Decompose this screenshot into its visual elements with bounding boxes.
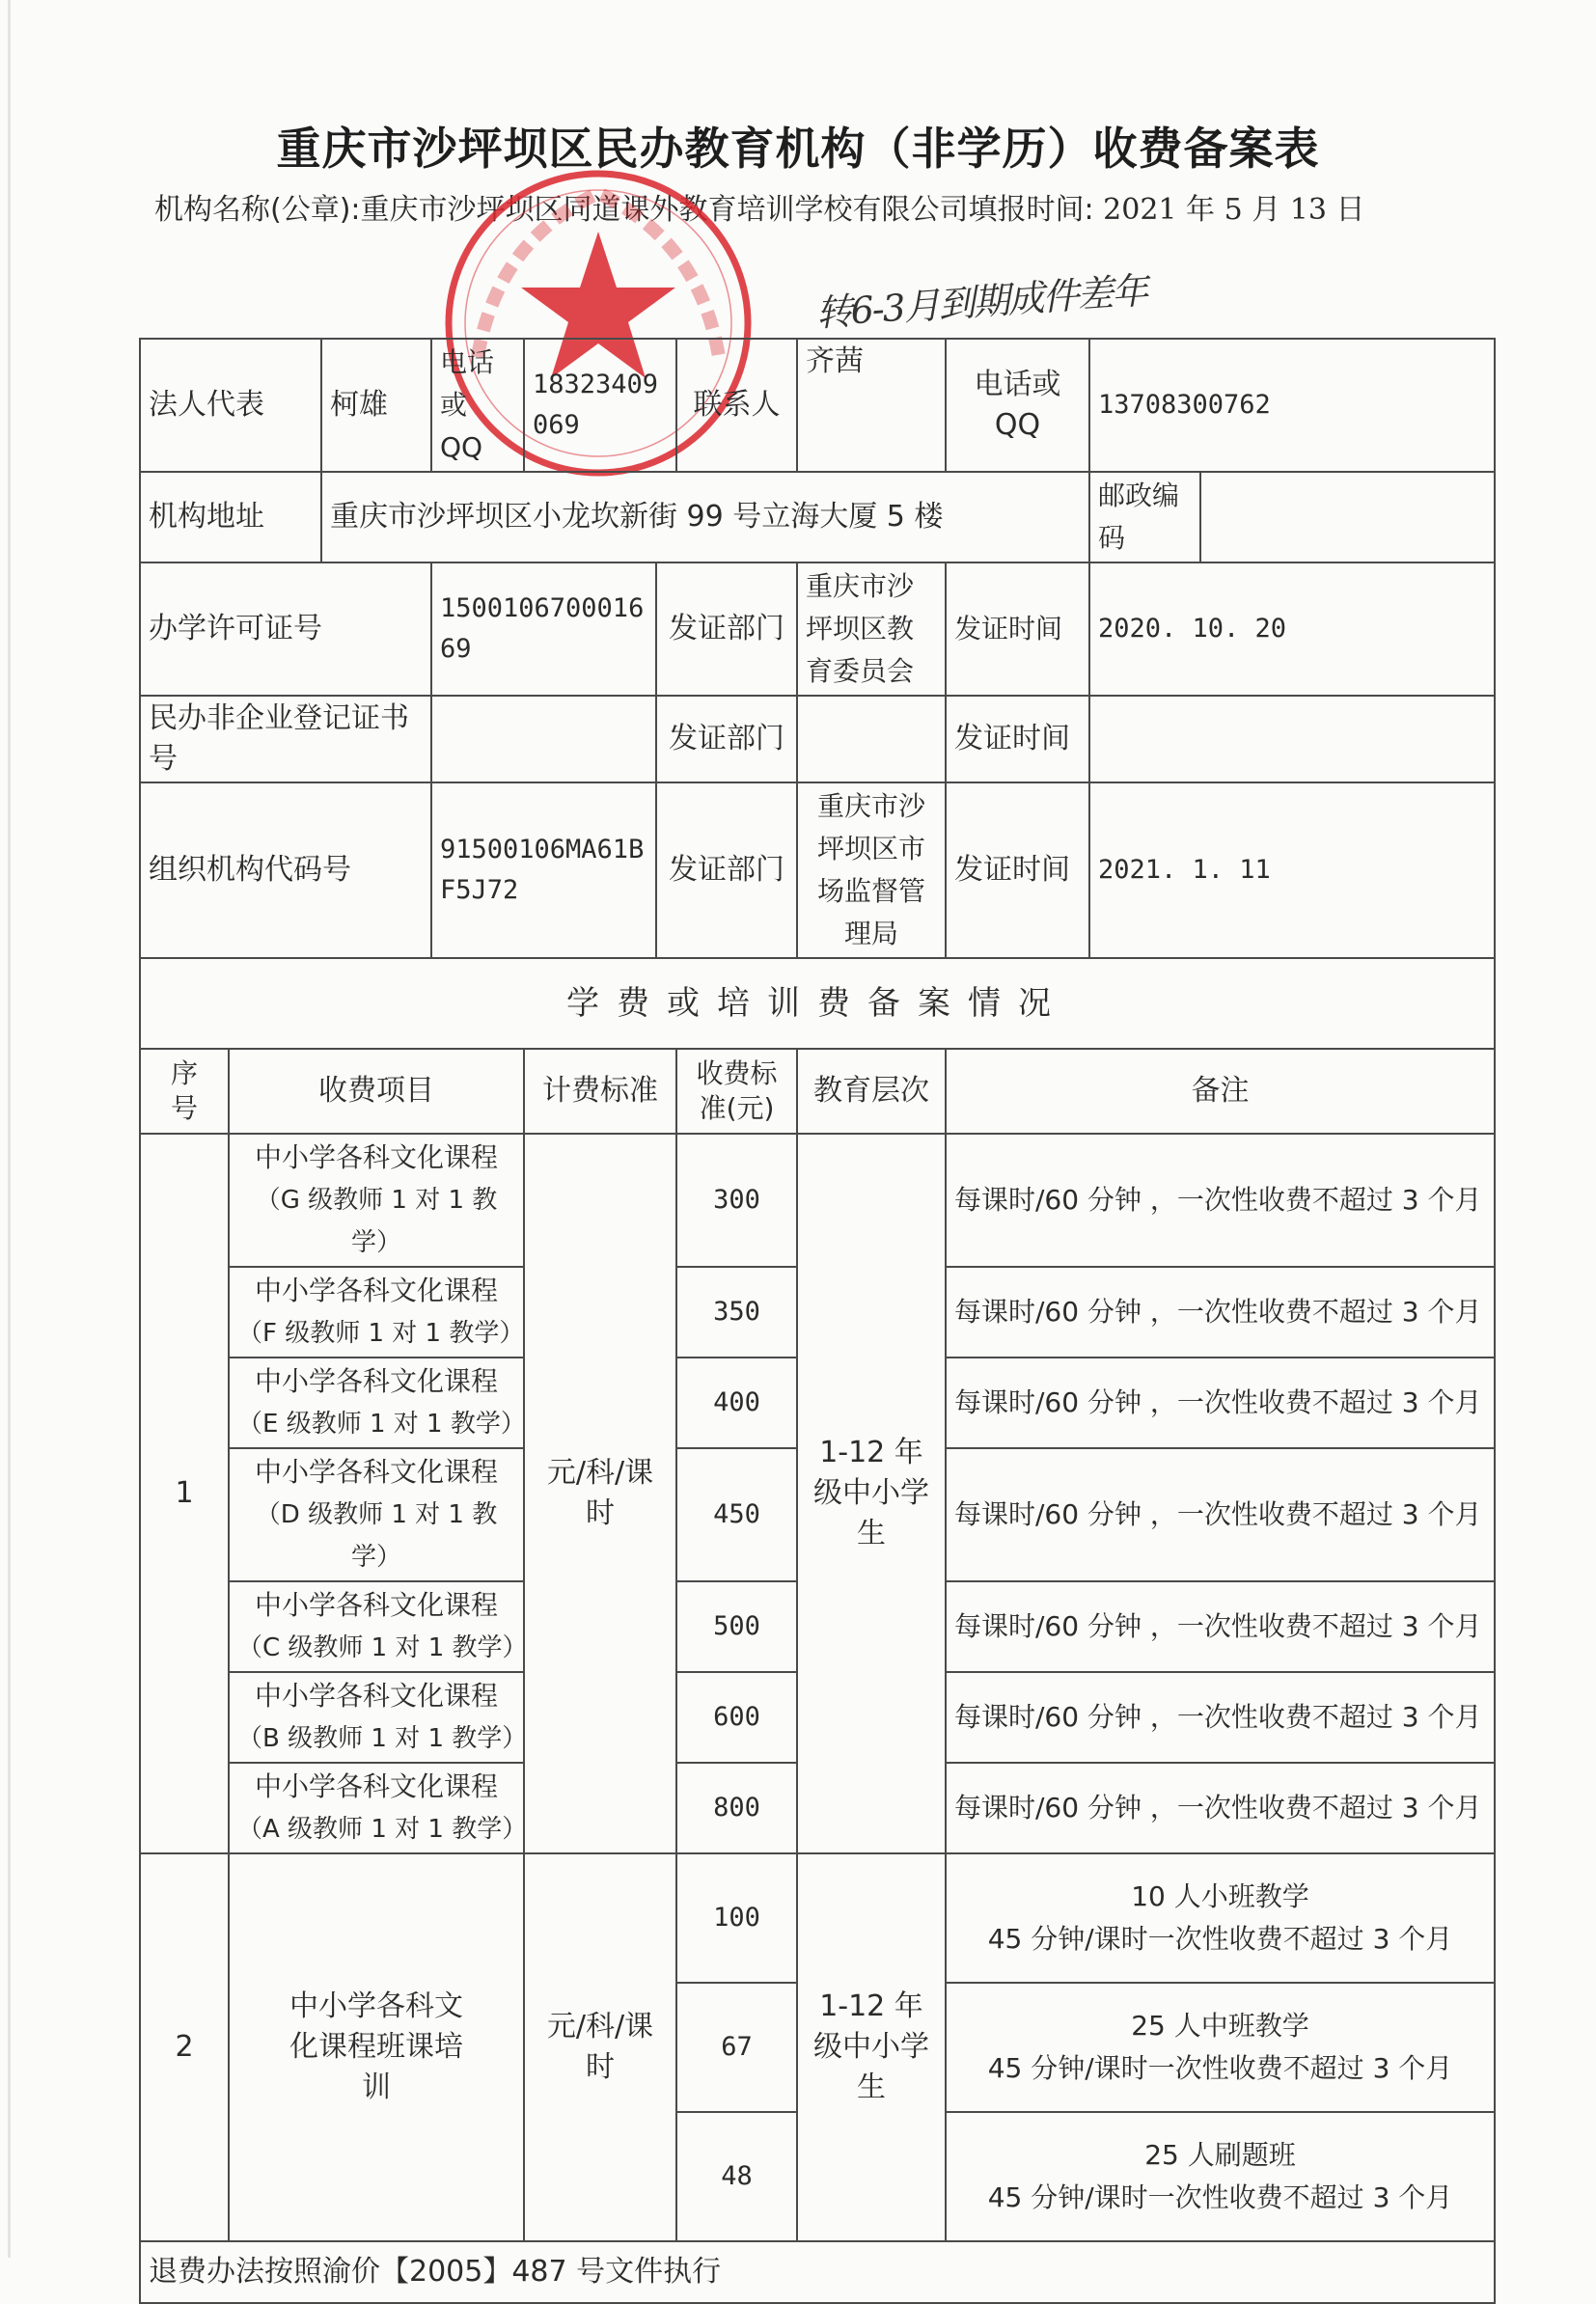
nonprofit-date-label: 发证时间 [946,696,1089,782]
group2-price: 48 [676,2112,797,2241]
orgcode-issuer-label: 发证部门 [656,782,797,958]
group1-remark: 每课时/60 分钟 ，一次性收费不超过 3 个月 [946,1134,1495,1267]
header-item: 收费项目 [229,1049,524,1134]
group2-price: 67 [676,1983,797,2112]
fill-time-label: 填报时间: [968,193,1094,227]
fee-section-row [140,958,1495,1049]
group1-price: 800 [676,1763,797,1853]
orgcode-label: 组织机构代码号 [140,782,431,958]
group1-price: 450 [676,1448,797,1581]
group2-seq: 2 [140,1853,229,2241]
address-row [140,472,1495,562]
legal-rep-row [140,339,1495,472]
address-value: 重庆市沙坪坝区小龙坎新街 99 号立海大厦 5 楼 [321,472,1089,562]
group1-remark: 每课时/60 分钟 ，一次性收费不超过 3 个月 [946,1358,1495,1448]
group1-item: 中小学各科文化课程 （D 级教师 1 对 1 教学） [229,1448,524,1581]
group1-price: 300 [676,1134,797,1267]
nonprofit-date [1089,696,1495,782]
orgcode-issuer: 重庆市沙坪坝区市场监督管理局 [797,782,946,958]
contact-label: 联系人 [676,339,797,472]
license-row [140,562,1495,696]
postcode-value [1200,472,1495,562]
license-label: 办学许可证号 [140,562,431,696]
address-label: 机构地址 [140,472,321,562]
orgcode-date-label: 发证时间 [946,782,1089,958]
nonprofit-row [140,696,1495,782]
group1-price: 500 [676,1581,797,1672]
group1-remark: 每课时/60 分钟 ，一次性收费不超过 3 个月 [946,1448,1495,1581]
license-number: 150010670001669 [431,562,656,696]
group1-level: 1-12 年级中小学生 [797,1134,946,1853]
group1-price: 600 [676,1672,797,1763]
group1-price: 350 [676,1267,797,1358]
license-issuer: 重庆市沙坪坝区教育委员会 [797,562,946,696]
group2-remark: 10 人小班教学 45 分钟/课时一次性收费不超过 3 个月 [946,1853,1495,1983]
group2-level: 1-12 年级中小学生 [797,1853,946,2241]
group1-item: 中小学各科文化课程 （C 级教师 1 对 1 教学） [229,1581,524,1672]
nonprofit-issuer [797,696,946,782]
handwritten-note: 转6-3月到期成件差年 [814,269,1148,335]
group1-seq: 1 [140,1134,229,1853]
group1-item: 中小学各科文化课程 （G 级教师 1 对 1 教学） [229,1134,524,1267]
group1-item: 中小学各科文化课程 （E 级教师 1 对 1 教学） [229,1358,524,1448]
group1-item: 中小学各科文化课程 （F 级教师 1 对 1 教学） [229,1267,524,1358]
org-name-label: 机构名称(公章): [154,193,361,227]
legal-rep-name: 柯雄 [321,339,431,472]
orgcode-date: 2021. 1. 11 [1089,782,1495,958]
nonprofit-label: 民办非企业登记证书号 [140,696,431,782]
orgcode-number: 91500106MA61BF5J72 [431,782,656,958]
refund-row [140,2241,1495,2303]
contact-phone: 13708300762 [1089,339,1495,472]
group1-item: 中小学各科文化课程 （A 级教师 1 对 1 教学） [229,1763,524,1853]
fill-time: 2021 年 5 月 13 日 [1103,193,1365,227]
group1-price: 400 [676,1358,797,1448]
group2-remark: 25 人刷题班 45 分钟/课时一次性收费不超过 3 个月 [946,2112,1495,2241]
group1-item: 中小学各科文化课程 （B 级教师 1 对 1 教学） [229,1672,524,1763]
group2-item: 中小学各科文化课程班课培训 [229,1853,524,2241]
group2-unit: 元/科/课时 [524,1853,676,2241]
group1-remark: 每课时/60 分钟 ，一次性收费不超过 3 个月 [946,1581,1495,1672]
org-name: 重庆市沙坪坝区同道课外教育培训学校有限公司 [360,193,969,227]
fee-filing-table [139,338,1496,2304]
nonprofit-number [431,696,656,782]
table-row [140,1853,1495,1983]
header-seq: 序号 [140,1049,229,1134]
header-level: 教育层次 [797,1049,946,1134]
postcode-label: 邮政编码 [1089,472,1200,562]
org-info-line [154,183,1486,237]
header-remark: 备注 [946,1049,1495,1134]
contact-phone-label: 电话或 QQ [946,339,1089,472]
table-row [140,1134,1495,1267]
group2-remark: 25 人中班教学 45 分钟/课时一次性收费不超过 3 个月 [946,1983,1495,2112]
contact-name: 齐茜 [797,339,946,472]
group1-unit: 元/科/课时 [524,1134,676,1853]
license-issuer-label: 发证部门 [656,562,797,696]
legal-phone-label: 电话或 QQ [431,339,524,472]
license-date-label: 发证时间 [946,562,1089,696]
license-date: 2020. 10. 20 [1089,562,1495,696]
document-title: 重庆市沙坪坝区民办教育机构（非学历）收费备案表 [276,123,1320,175]
group2-price: 100 [676,1853,797,1983]
orgcode-row [140,782,1495,958]
group1-remark: 每课时/60 分钟 ，一次性收费不超过 3 个月 [946,1267,1495,1358]
fee-section-title: 学费或培训费备案情况 [140,958,1495,1049]
fee-header-row [140,1049,1495,1134]
header-unit: 计费标准 [524,1049,676,1134]
group1-remark: 每课时/60 分钟 ，一次性收费不超过 3 个月 [946,1763,1495,1853]
refund-note: 退费办法按照渝价【2005】487 号文件执行 [140,2241,1495,2303]
nonprofit-issuer-label: 发证部门 [656,696,797,782]
legal-phone: 18323409069 [524,339,676,472]
header-price: 收费标准(元) [676,1049,797,1134]
group1-remark: 每课时/60 分钟 ，一次性收费不超过 3 个月 [946,1672,1495,1763]
scan-edge [8,0,11,2258]
legal-rep-label: 法人代表 [140,339,321,472]
